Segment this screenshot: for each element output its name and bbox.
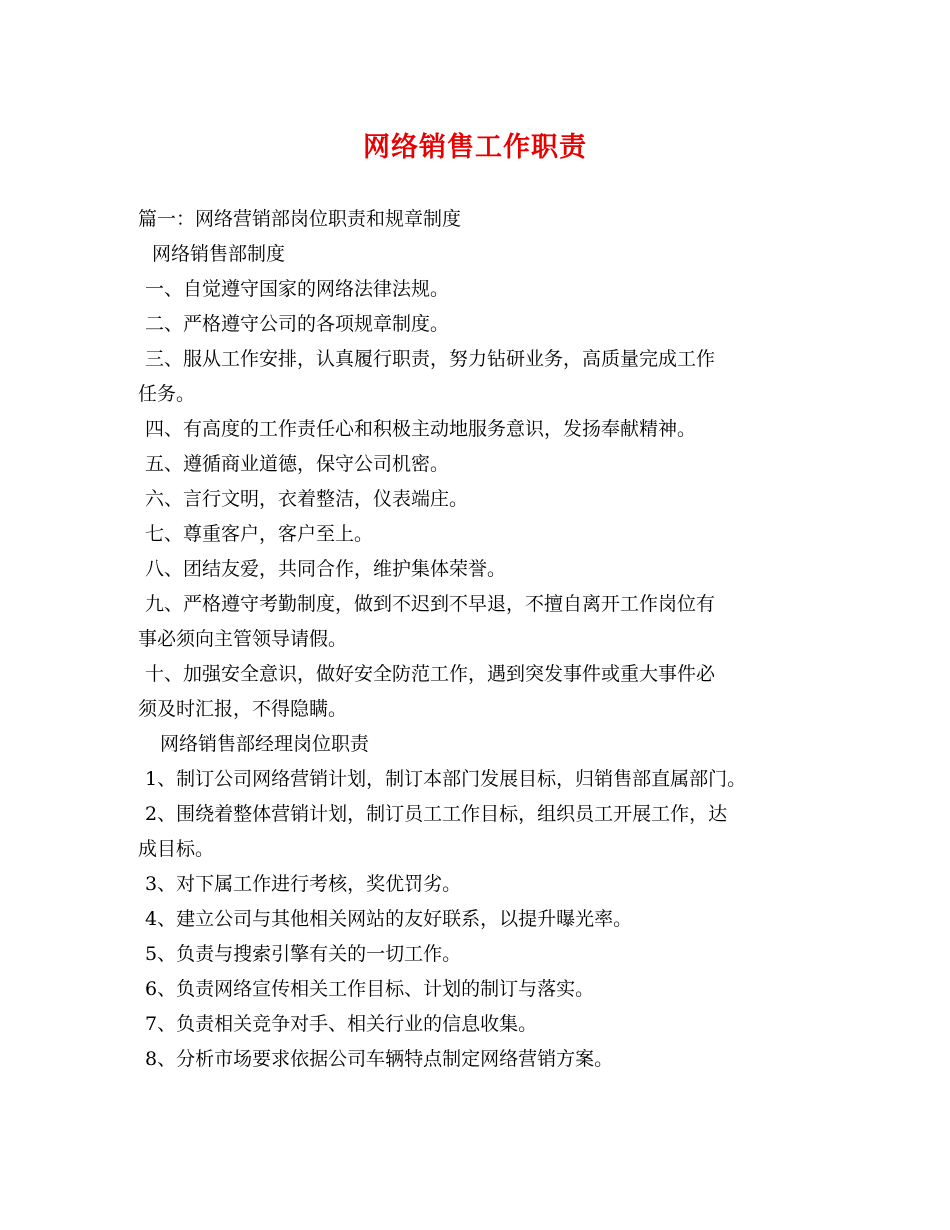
rule-item: 二、严格遵守公司的各项规章制度。 <box>145 313 450 335</box>
rule-item: 一、自觉遵守国家的网络法律法规。 <box>145 278 450 300</box>
subsection-heading: 网络销售部制度 <box>152 243 286 265</box>
rule-item: 十、加强安全意识，做好安全防范工作，遇到突发事件或重大事件必 <box>145 663 716 685</box>
rule-item: 四、有高度的工作责任心和积极主动地服务意识，发扬奉献精神。 <box>145 418 697 440</box>
duty-item-continuation: 成目标。 <box>138 838 215 860</box>
duty-item: 7、负责相关竞争对手、相关行业的信息收集。 <box>145 1013 538 1035</box>
rule-item: 七、尊重客户，客户至上。 <box>145 523 374 545</box>
subsection-heading: 网络销售部经理岗位职责 <box>160 733 370 755</box>
duty-item: 6、负责网络宣传相关工作目标、计划的制订与落实。 <box>145 978 595 1000</box>
document-title: 网络销售工作职责 <box>363 132 587 163</box>
duty-item: 2、围绕着整体营销计划，制订员工工作目标，组织员工开展工作，达 <box>145 803 728 825</box>
duty-item: 8、分析市场要求依据公司车辆特点制定网络营销方案。 <box>145 1048 614 1070</box>
rule-item: 六、言行文明，衣着整洁，仪表端庄。 <box>145 488 469 510</box>
rule-item-continuation: 任务。 <box>138 383 196 405</box>
section-heading: 篇一：网络营销部岗位职责和规章制度 <box>138 208 462 230</box>
rule-item: 八、团结友爱，共同合作，维护集体荣誉。 <box>145 558 507 580</box>
rule-item: 五、遵循商业道德，保守公司机密。 <box>145 453 450 475</box>
document-body <box>138 202 828 1077</box>
rule-item: 九、严格遵守考勤制度，做到不迟到不早退，不擅自离开工作岗位有 <box>145 593 716 615</box>
duty-item: 4、建立公司与其他相关网站的友好联系，以提升曝光率。 <box>145 908 633 930</box>
duty-item: 1、制订公司网络营销计划，制订本部门发展目标，归销售部直属部门。 <box>145 768 747 790</box>
duty-item: 5、负责与搜索引擎有关的一切工作。 <box>145 943 462 965</box>
rule-item-continuation: 须及时汇报，不得隐瞒。 <box>138 698 348 720</box>
rule-item-continuation: 事必须向主管领导请假。 <box>138 628 348 650</box>
rule-item: 三、服从工作安排，认真履行职责，努力钻研业务，高质量完成工作 <box>145 348 716 370</box>
duty-item: 3、对下属工作进行考核，奖优罚劣。 <box>145 873 462 895</box>
